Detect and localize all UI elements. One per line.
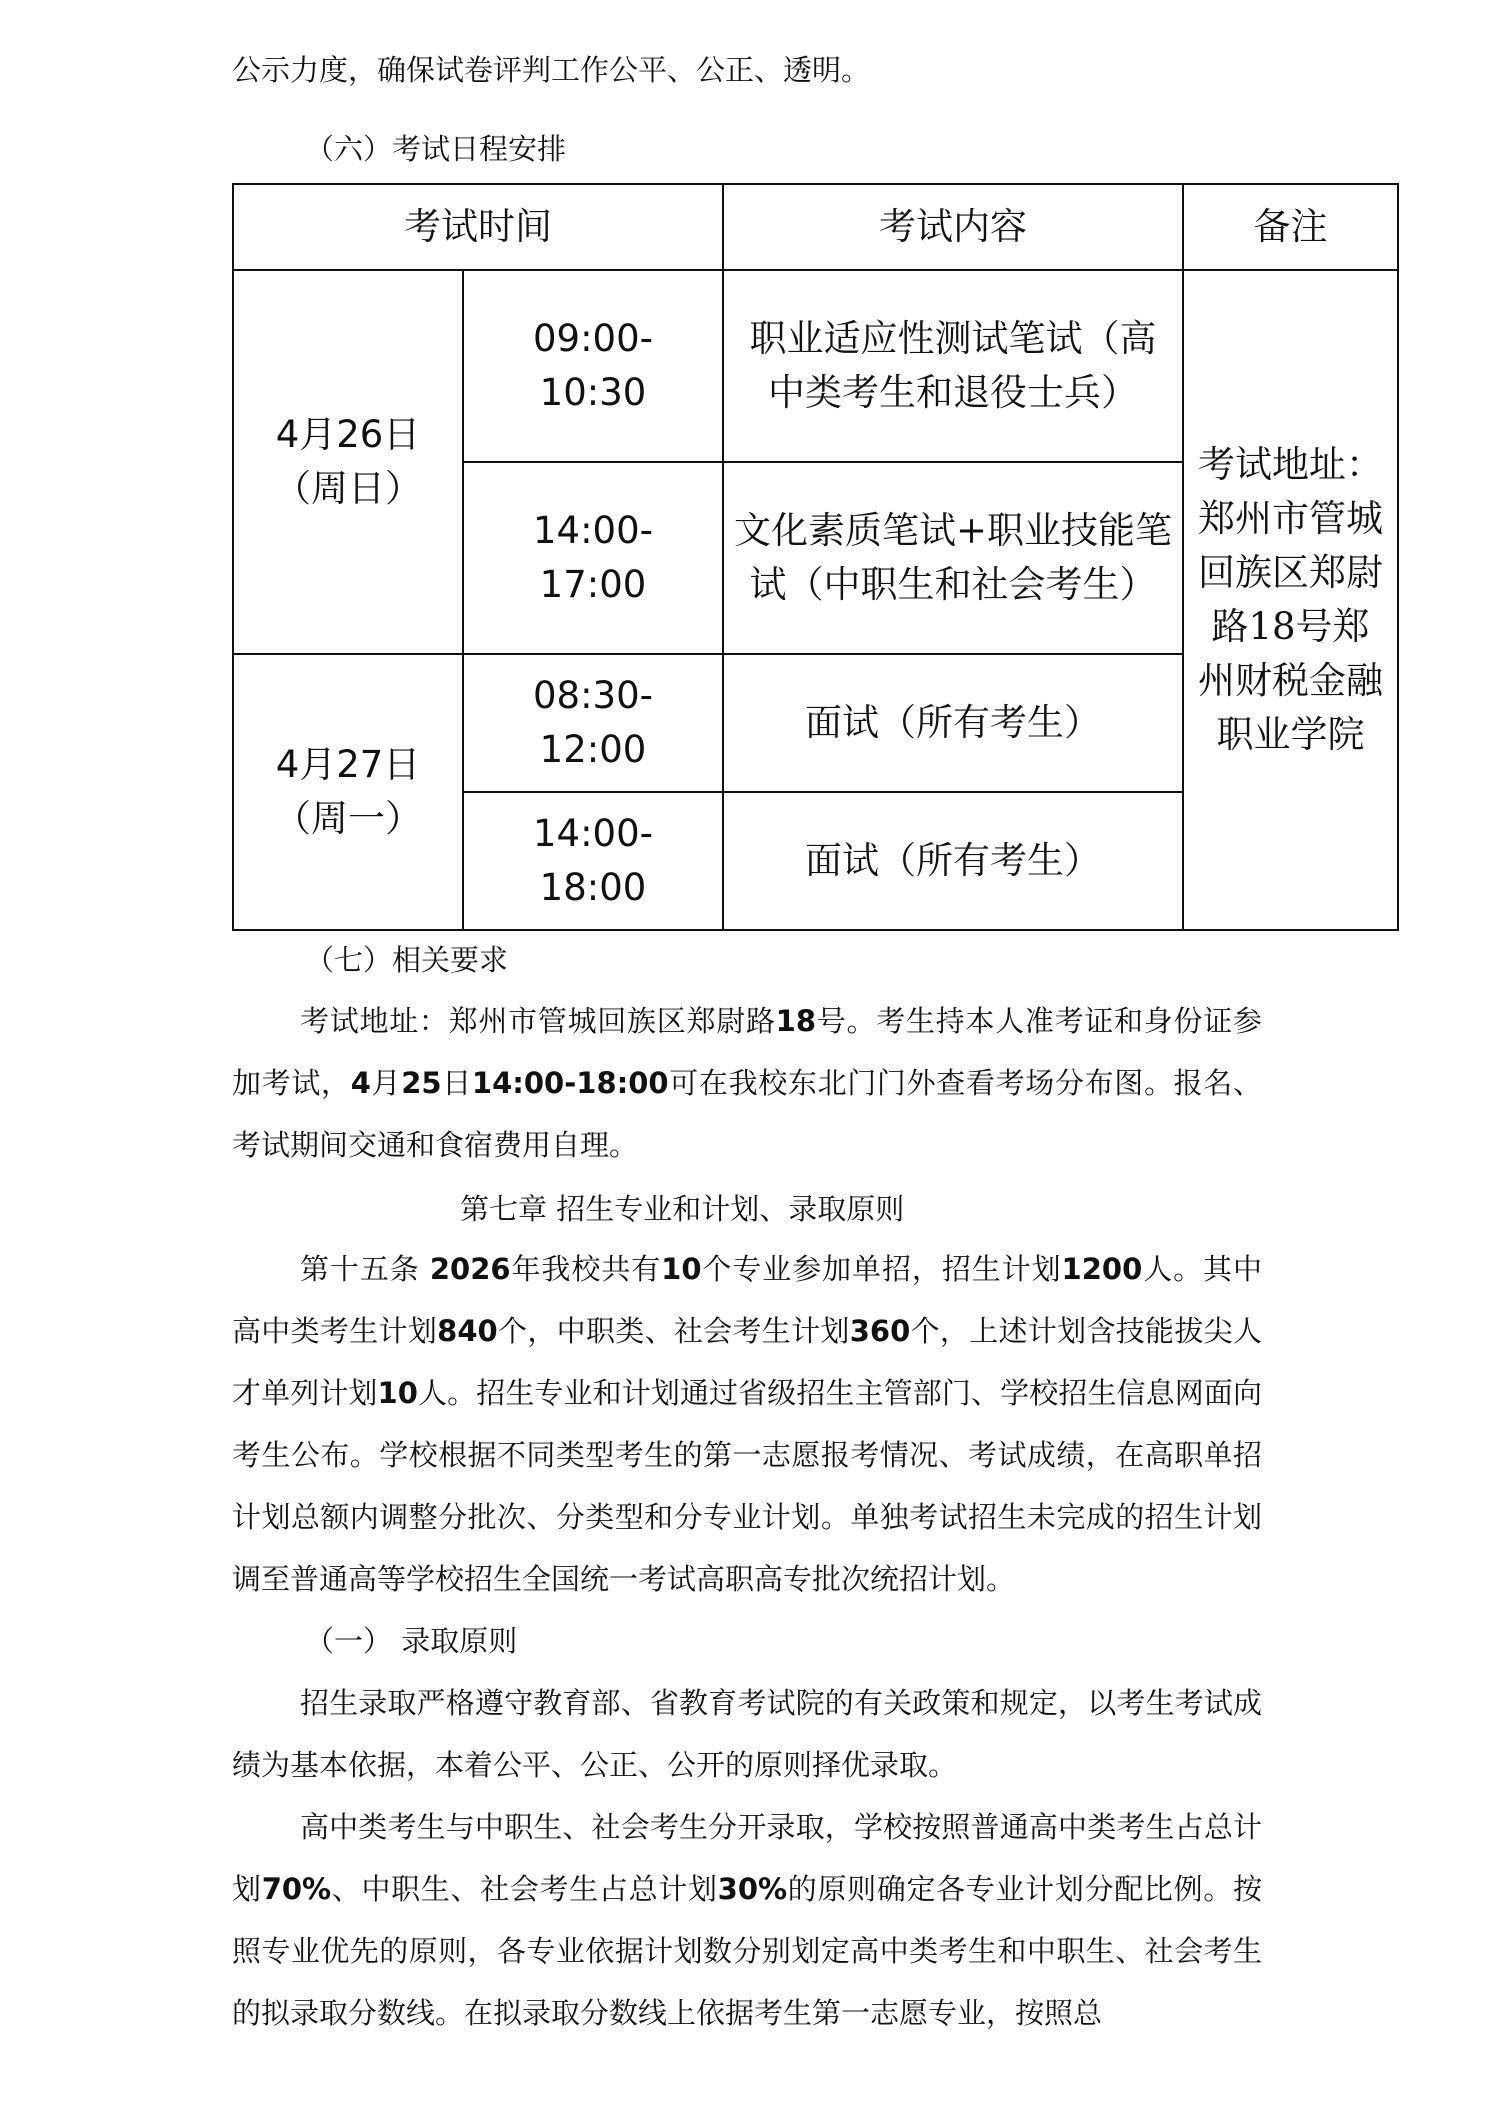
day1-weekday: （周日）	[274, 467, 422, 510]
time-start: 09:00-	[533, 317, 653, 360]
article15-paragraph: 第十五条 2026年我校共有10个专业参加单招，招生计划1200人。其中高中类考生计划840个，中职类、社会考生计划360个，上述计划含技能拔尖人才单列计划10人。招生专业和计划通过省级招生主管部门、学校招生信息网面向考生公布。学校根据不同类型考生的第一志愿报考情况、考试成绩，在高职单招计划总额内调整分批次、分类型和分专业计划。单独考试招生未完成的招生计划调至普通高等学校招生全国统一考试高职高专批次统招计划。	[232, 1252, 1262, 1596]
time-end: 10:30	[539, 371, 647, 414]
time-end: 18:00	[539, 866, 647, 909]
day2-session2-content: 面试（所有考生）	[723, 792, 1183, 930]
note-cell: 考试地址：郑州市管城回族区郑尉路18号郑州财税金融职业学院	[1183, 270, 1398, 930]
day2-date-cell	[233, 654, 463, 930]
time-end: 17:00	[539, 563, 647, 606]
intro-line: 公示力度，确保试卷评判工作公平、公正、透明。	[232, 53, 871, 87]
day1-session2-content: 文化素质笔试+职业技能笔试（中职生和社会考生）	[723, 462, 1183, 654]
table-row	[233, 270, 1398, 462]
day2-session2-time	[463, 792, 723, 930]
day2-weekday: （周一）	[274, 797, 422, 840]
header-exam-time: 考试时间	[233, 184, 723, 270]
day1-session1-time	[463, 270, 723, 462]
header-note: 备注	[1183, 184, 1398, 270]
table-header-row	[233, 184, 1398, 270]
subsection1-heading: （一） 录取原则	[305, 1624, 518, 1658]
day2-date: 4月27日	[275, 743, 421, 786]
chapter7-title: 第七章 招生专业和计划、录取原则	[460, 1192, 905, 1226]
time-start: 14:00-	[533, 509, 653, 552]
section7-paragraph: 考试地址：郑州市管城回族区郑尉路18号。考生持本人准考证和身份证参加考试，4月25日14:00-18:00可在我校东北门门外查看考场分布图。报名、考试期间交通和食宿费用自理。	[232, 1004, 1262, 1162]
day1-date-cell	[233, 270, 463, 654]
day2-session1-content: 面试（所有考生）	[723, 654, 1183, 792]
header-exam-content: 考试内容	[723, 184, 1183, 270]
time-end: 12:00	[539, 728, 647, 771]
admission-paragraph-1: 招生录取严格遵守教育部、省教育考试院的有关政策和规定，以考生考试成绩为基本依据，本着公平、公正、公开的原则择优录取。	[232, 1686, 1262, 1782]
exam-schedule-table	[232, 183, 1399, 931]
day1-date: 4月26日	[275, 413, 421, 456]
day1-session1-content: 职业适应性测试笔试（高中类考生和退役士兵）	[723, 270, 1183, 462]
day2-session1-time	[463, 654, 723, 792]
section7-heading: （七）相关要求	[305, 943, 509, 977]
time-start: 14:00-	[533, 812, 653, 855]
time-start: 08:30-	[533, 674, 653, 717]
section6-heading: （六）考试日程安排	[305, 132, 567, 166]
admission-paragraph-2: 高中类考生与中职生、社会考生分开录取，学校按照普通高中类考生占总计划70%、中职生、社会考生占总计划30%的原则确定各专业计划分配比例。按照专业优先的原则，各专业依据计划数分别划定高中类考生和中职生、社会考生的拟录取分数线。在拟录取分数线上依据考生第一志愿专业，按照总	[232, 1810, 1262, 2030]
day1-session2-time	[463, 462, 723, 654]
